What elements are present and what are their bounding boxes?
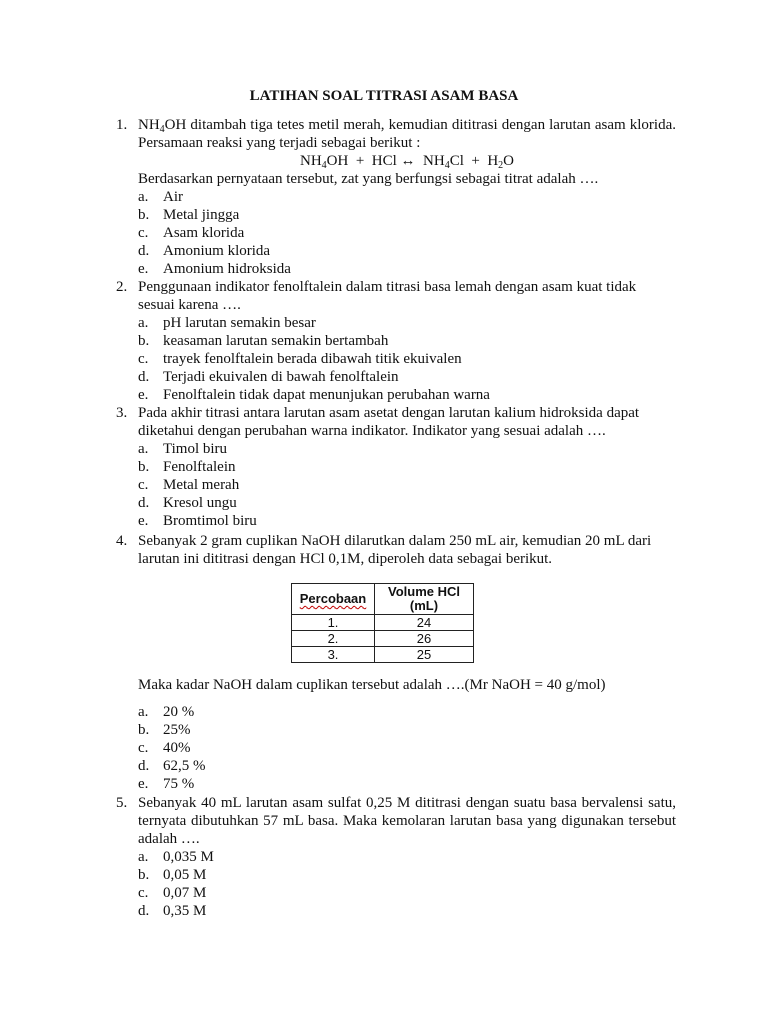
question-number: 5. [116,795,128,811]
options-list [138,188,676,278]
question-4-prompt-block [116,676,676,694]
option: e. Bromtimol biru [138,513,257,529]
option: c. Asam klorida [138,225,245,241]
question-text: Sebanyak 2 gram cuplikan NaOH dilarutkan dalam 250 mL air, kemudian 20 mL dari larutan ini dititrasi dengan HCl 0,1M, diperoleh data sebagai berikut. [138,533,652,567]
question-number: 1. [116,117,128,133]
option: c. trayek fenolftalein berada dibawah titik ekuivalen [138,351,462,367]
question-prompt: Maka kadar NaOH dalam cuplikan tersebut adalah ….(Mr NaOH = 40 g/mol) [138,677,606,693]
option: d. Terjadi ekuivalen di bawah fenolftalein [138,369,399,385]
option: e. Amonium hidroksida [138,261,291,277]
option: d. 62,5 % [138,758,206,774]
column-header-volume: Volume HCl (mL) [375,584,474,615]
question-2 [116,278,676,404]
option: b. 25% [138,722,191,738]
option: a. pH larutan semakin besar [138,315,316,331]
question-text: Pada akhir titrasi antara larutan asam asetat dengan larutan kalium hidroksida dapat diketahui dengan perubahan warna indikator. Indikator yang sesuai adalah …. [138,405,640,439]
reaction-equation: $NH_4OH$ + HCl ↔ $NH_4Cl + H_2O$ [299,153,515,171]
option: a. Timol biru [138,441,228,457]
question-text: $NH_4OH$ ditambah tiga tetes metil merah, kemudian dititrasi dengan larutan asam klorida. Persamaan reaksi yang terjadi sebagai berikut : [138,117,676,151]
question-text: Sebanyak 40 mL larutan asam sulfat 0,25 M dititrasi dengan suatu basa bervalensi satu, ternyata dibutuhkan 57 mL basa. Maka kemolaran larutan basa yang digunakan tersebut adalah …. [138,795,676,847]
question-number: 4. [116,533,128,549]
option: c. Metal merah [138,477,240,493]
table-row [292,647,474,663]
option: a. 20 % [138,704,195,720]
option: c. 40% [138,740,191,756]
options-list [138,314,676,404]
table-cell-trial: 3. [292,647,375,663]
table-header-row [292,584,474,615]
table-cell-volume: 24 [375,615,474,631]
option: b. Metal jingga [138,207,240,223]
titration-data-table [291,583,474,663]
options-list [138,440,676,530]
option: a. 0,035 M [138,849,214,865]
option: a. Air [138,189,183,205]
option: e. 75 % [138,776,195,792]
option: b. 0,05 M [138,867,207,883]
table-row [292,615,474,631]
column-header-trial: Percobaan [292,584,375,615]
option: d. 0,35 M [138,903,207,919]
question-5 [116,794,676,920]
options-list [138,703,676,793]
option: b. keasaman larutan semakin bertambah [138,333,389,349]
document-title: LATIHAN SOAL TITRASI ASAM BASA [249,88,519,104]
option: e. Fenolftalein tidak dapat menunjukan perubahan warna [138,387,490,403]
question-1 [116,116,676,278]
question-text: Penggunaan indikator fenolftalein dalam titrasi basa lemah dengan asam kuat tidak sesuai karena …. [138,279,637,313]
option: d. Kresol ungu [138,495,237,511]
table-row [292,631,474,647]
question-4-options [116,703,676,793]
option: b. Fenolftalein [138,459,236,475]
option: d. Amonium klorida [138,243,271,259]
question-number: 3. [116,405,128,421]
question-number: 2. [116,279,128,295]
table-cell-volume: 25 [375,647,474,663]
question-4 [116,532,676,568]
options-list [138,848,676,920]
question-prompt: Berdasarkan pernyataan tersebut, zat yang berfungsi sebagai titrat adalah …. [138,171,599,187]
option: c. 0,07 M [138,885,207,901]
table-cell-trial: 1. [292,615,375,631]
table-cell-volume: 26 [375,631,474,647]
table-cell-trial: 2. [292,631,375,647]
question-3 [116,404,676,530]
